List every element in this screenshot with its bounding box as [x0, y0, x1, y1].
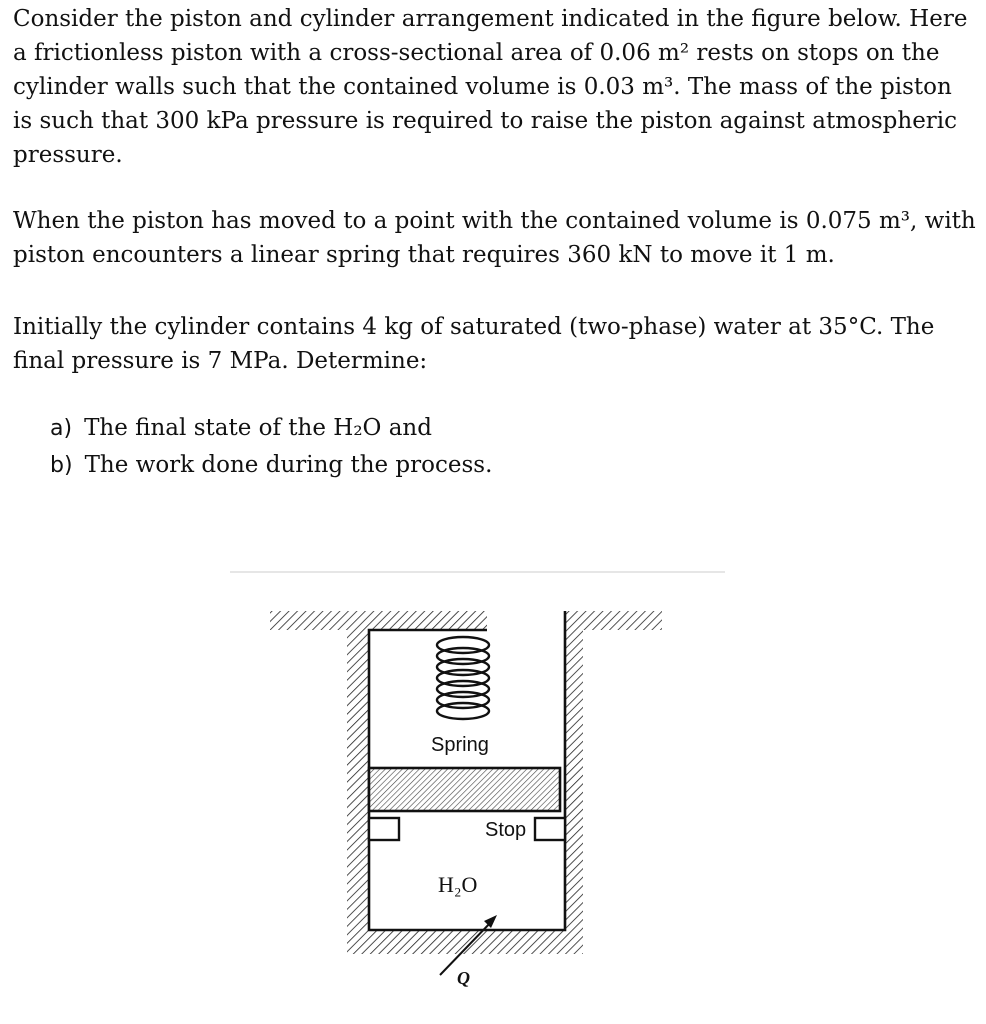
question-a-label: a)	[50, 416, 73, 441]
question-b-text: The work done during the process.	[84, 452, 493, 478]
piston-cylinder-figure	[0, 540, 986, 1024]
top-right-wall	[565, 611, 662, 630]
spring-icon	[437, 637, 489, 719]
right-stop	[535, 818, 565, 840]
question-b	[50, 447, 492, 484]
piston	[369, 768, 560, 811]
question-list	[50, 410, 492, 484]
problem-paragraph-2: When the piston has moved to a point with the contained volume is 0.075 m³, with piston encounters a linear spring that requires 360 kN to move it 1 m.	[13, 208, 976, 268]
water-label: H₂O	[438, 872, 478, 897]
spring-label: Spring	[431, 734, 489, 756]
left-stop	[369, 818, 399, 840]
question-a	[50, 410, 492, 447]
problem-paragraph-3: Initially the cylinder contains 4 kg of saturated (two-phase) water at 35°C. The final pressure is 7 MPa. Determine:	[13, 314, 935, 374]
top-left-wall	[270, 611, 487, 630]
heat-label: Q	[457, 968, 470, 988]
question-b-label: b)	[50, 453, 73, 478]
stop-label: Stop	[485, 819, 527, 841]
question-a-text: The final state of the H₂O and	[84, 415, 432, 441]
problem-paragraph-1: Consider the piston and cylinder arrangement indicated in the figure below. Here a frictionless piston with a cross-sectional area of 0.06 m² rests on stops on the cylinder walls such that the contained volume is 0.03 m³. The mass of the piston is such that 300 kPa pressure is required to raise the piston against atmospheric pressure.	[13, 6, 968, 168]
right-wall	[565, 630, 583, 948]
left-wall	[347, 630, 369, 948]
